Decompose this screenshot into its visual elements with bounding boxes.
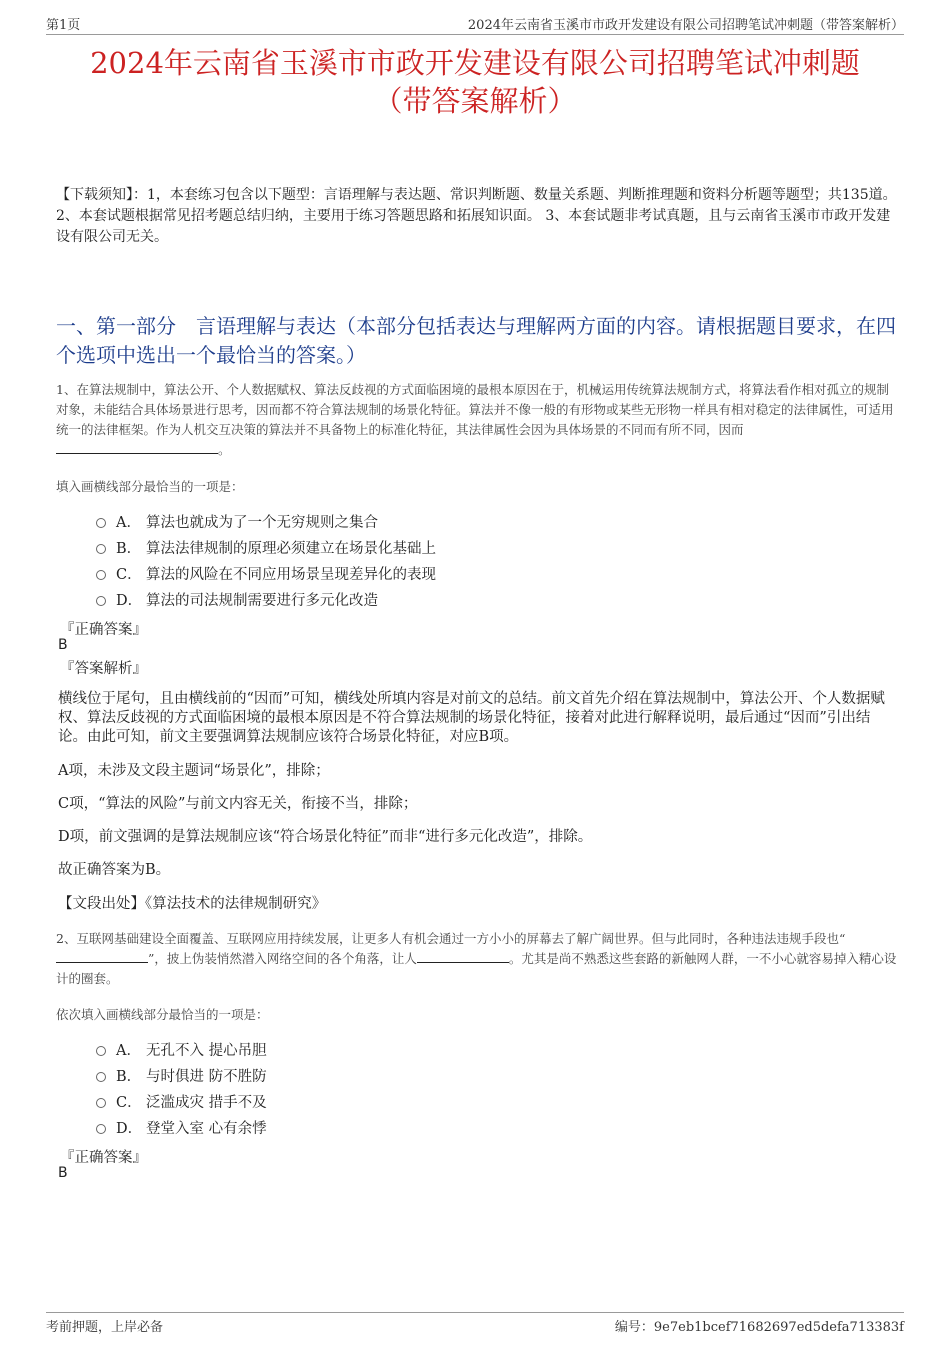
option-text: 泛滥成灾 措手不及 (146, 1094, 267, 1111)
option-c[interactable] (96, 560, 796, 586)
footer-slogan: 考前押题，上岸必备 (46, 1320, 164, 1335)
header-doc-title: 2024年云南省玉溪市市政开发建设有限公司招聘笔试冲刺题（带答案解析） (467, 18, 904, 33)
option-text: 算法的风险在不同应用场景呈现差异化的表现 (146, 566, 436, 583)
question-2-text (56, 929, 898, 989)
passage-source: 【文段出处】《算法技术的法律规制研究》 (58, 896, 327, 912)
correct-answer-label: 『正确答案』 (60, 1150, 147, 1166)
radio-icon[interactable] (96, 596, 106, 606)
option-letter: C． (116, 566, 142, 583)
option-letter: D． (116, 592, 143, 609)
analysis-label: 『答案解析』 (60, 661, 147, 677)
option-d[interactable] (96, 586, 796, 612)
correct-answer: B (58, 1165, 68, 1181)
question-1-body: 1、在算法规制中，算法公开、个人数据赋权、算法反歧视的方式面临困境的最根本原因在于，机械运用传统算法规制方式，将算法看作相对孤立的规制对象，未能结合具体场景进行思考，因而都不符合算法规制的场景化特征。算法并不像一般的有形物或某些无形物一样具有相对稳定的法律属性，可适用统一的法律框架。作为人机交互决策的算法并不具备物上的标准化特征，其法律属性会因为具体场景的不同而有所不同，因而 (56, 382, 894, 437)
option-text: 登堂入室 心有余悸 (146, 1120, 267, 1137)
page-header (46, 14, 904, 35)
correct-answer: B (58, 637, 68, 653)
question-1-text (56, 380, 898, 460)
question-1-options (96, 508, 796, 612)
correct-answer-label: 『正确答案』 (60, 622, 147, 638)
download-notice: 【下载须知】：1，本套练习包含以下题型：言语理解与表达题、常识判断题、数量关系题、判断推理题和资料分析题等题型；共135道。 2、本套试题根据常见招考题总结归纳，主要用于练习答题思路和拓展知识面。 3、本套试题非考试真题，且与云南省玉溪市市政开发建设有限公司无关。 (56, 187, 897, 245)
title-line-2: （带答案解析） (373, 84, 577, 118)
radio-icon[interactable] (96, 518, 106, 528)
option-text: 与时俱进 防不胜防 (146, 1068, 267, 1085)
option-b[interactable] (96, 534, 796, 560)
radio-icon[interactable] (96, 570, 106, 580)
option-letter: D． (116, 1120, 143, 1137)
section-title: 一、第一部分 言语理解与表达（本部分包括表达与理解两方面的内容。请根据题目要求，在四个选项中选出一个最恰当的答案。） (56, 314, 896, 367)
option-letter: B． (116, 1068, 142, 1085)
page-number: 第1页 (46, 18, 81, 33)
question-2-body-a: 2、互联网基础建设全面覆盖、互联网应用持续发展，让更多人有机会通过一方小小的屏幕去了解广阔世界。但与此同时，各种违法违规手段也“ (56, 931, 846, 946)
question-2-body-b: ”，披上伪装悄然潜入网络空间的各个角落，让人 (148, 951, 417, 966)
radio-icon[interactable] (96, 1046, 106, 1056)
option-text: 算法的司法规制需要进行多元化改造 (146, 592, 378, 609)
radio-icon[interactable] (96, 1124, 106, 1134)
option-text: 算法法律规制的原理必须建立在场景化基础上 (146, 540, 436, 557)
option-d[interactable] (96, 1114, 796, 1140)
question-1-prompt: 填入画横线部分最恰当的一项是： (56, 479, 244, 494)
radio-icon[interactable] (96, 544, 106, 554)
option-c[interactable] (96, 1088, 796, 1114)
document-title (40, 44, 910, 120)
page-footer (46, 1312, 904, 1335)
option-text: 算法也就成为了一个无穷规则之集合 (146, 514, 378, 531)
question-1-end: 。 (218, 442, 231, 457)
analysis-option-c: C项，“算法的风险”与前文内容无关，衔接不当，排除； (58, 796, 418, 812)
option-text: 无孔不入 提心吊胆 (146, 1042, 267, 1059)
question-2-options (96, 1036, 796, 1140)
analysis-conclusion: 故正确答案为B。 (58, 862, 171, 878)
analysis-option-d: D项，前文强调的是算法规制应该“符合场景化特征”而非“进行多元化改造”，排除。 (58, 829, 593, 845)
question-2-prompt: 依次填入画横线部分最恰当的一项是： (56, 1007, 269, 1022)
option-letter: A． (116, 514, 141, 531)
option-letter: A． (116, 1042, 141, 1059)
analysis-option-a: A项，未涉及文段主题词“场景化”，排除； (58, 763, 330, 779)
option-a[interactable] (96, 508, 796, 534)
option-a[interactable] (96, 1036, 796, 1062)
radio-icon[interactable] (96, 1098, 106, 1108)
analysis-paragraph: 横线位于尾句，且由横线前的“因而”可知，横线处所填内容是对前文的总结。前文首先介绍在算法规制中，算法公开、个人数据赋权、算法反歧视的方式面临困境的最根本原因是不符合算法规制的场景化特征，接着对此进行解释说明，最后通过“因而”引出结论。由此可知，前文主要强调算法规制应该符合场景化特征，对应B项。 (58, 691, 885, 745)
radio-icon[interactable] (96, 1072, 106, 1082)
option-letter: B． (116, 540, 142, 557)
question-2-body-c: 。尤其是尚不熟悉这些套路的新触网人群，一不小心就容易掉入精心设计的圈套。 (56, 951, 897, 986)
title-line-1: 2024年云南省玉溪市市政开发建设有限公司招聘笔试冲刺题 (90, 46, 860, 80)
option-letter: C． (116, 1094, 142, 1111)
document-id: 编号：9e7eb1bcef71682697ed5defa713383f (614, 1320, 904, 1335)
answer-blank (56, 949, 148, 963)
option-b[interactable] (96, 1062, 796, 1088)
answer-blank (56, 440, 218, 454)
answer-blank (417, 949, 509, 963)
